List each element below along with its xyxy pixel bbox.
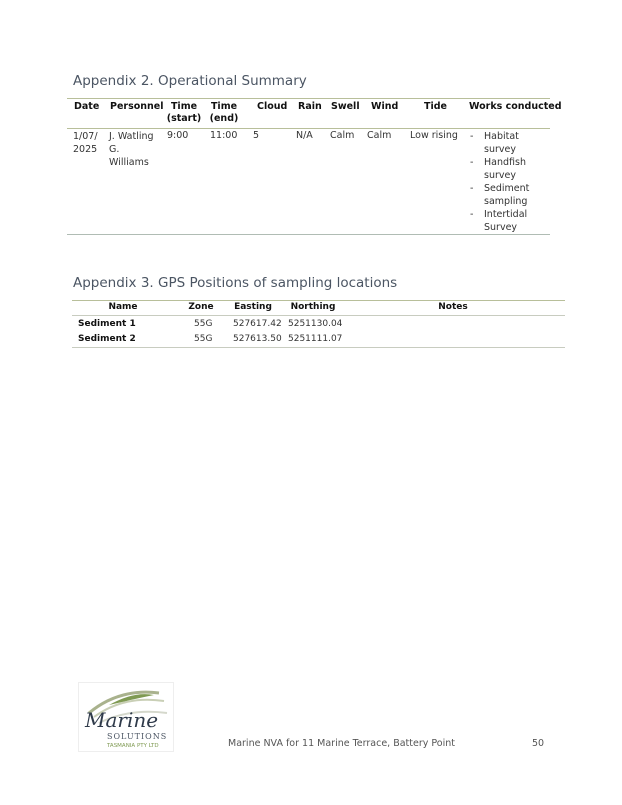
header-wind: Wind [371, 101, 399, 112]
text: J. Watling [109, 131, 154, 142]
cell-rain: N/A [296, 130, 313, 141]
text: Survey [484, 222, 518, 233]
logo-graphic-icon [79, 683, 173, 751]
works-item [470, 208, 529, 234]
svg-text:SOLUTIONS: SOLUTIONS [107, 732, 168, 741]
table-bottom-border [67, 234, 550, 235]
marine-solutions-logo [78, 682, 174, 752]
svg-text:Marine: Marine [85, 708, 159, 732]
text: 2025 [73, 144, 98, 155]
header-notes: Notes [438, 302, 468, 312]
cell-easting: 527613.50 [233, 334, 282, 344]
header-zone: Zone [188, 302, 214, 312]
header-personnel: Personnel [110, 101, 164, 112]
table-top-border [72, 300, 565, 301]
cell-tide: Low rising [410, 130, 458, 141]
bullet: - [470, 209, 474, 220]
cell-northing: 5251130.04 [288, 319, 343, 329]
cell-time-start: 9:00 [167, 130, 189, 141]
cell-zone: 55G [194, 319, 213, 329]
appendix-2-title: Appendix 2. Operational Summary [73, 73, 307, 89]
svg-text:TASMANIA PTY LTD: TASMANIA PTY LTD [107, 743, 159, 749]
header-name: Name [108, 302, 138, 312]
table-top-border [67, 98, 550, 99]
text: survey [484, 170, 516, 181]
header-text: (start) [166, 113, 202, 124]
text: G. [109, 144, 120, 155]
header-works: Works conducted [469, 101, 562, 112]
cell-zone: 55G [194, 334, 213, 344]
text: Sediment [484, 183, 530, 194]
footer-title: Marine NVA for 11 Marine Terrace, Battery Point [228, 738, 455, 749]
works-item [470, 130, 529, 156]
bullet: - [470, 183, 474, 194]
cell-name: Sediment 2 [78, 334, 136, 344]
text: Williams [109, 157, 149, 168]
header-cloud: Cloud [257, 101, 288, 112]
bullet: - [470, 157, 474, 168]
header-swell: Swell [331, 101, 360, 112]
text: Intertidal [484, 209, 528, 220]
header-divider [67, 128, 550, 129]
header-time-end [207, 101, 241, 124]
works-item [470, 156, 529, 182]
cell-wind: Calm [367, 130, 392, 141]
text: survey [484, 144, 516, 155]
cell-swell: Calm [330, 130, 355, 141]
cell-personnel [109, 130, 154, 169]
text: sampling [484, 196, 528, 207]
cell-time-end: 11:00 [210, 130, 238, 141]
header-rain: Rain [298, 101, 322, 112]
header-northing: Northing [290, 302, 336, 312]
cell-name: Sediment 1 [78, 319, 136, 329]
cell-cloud: 5 [253, 130, 260, 141]
cell-date [73, 130, 98, 156]
text: Handfish [484, 157, 526, 168]
header-tide: Tide [424, 101, 447, 112]
cell-works [470, 130, 529, 234]
text: 1/07/ [73, 131, 98, 142]
header-divider [72, 315, 565, 316]
header-text: Time [210, 101, 238, 112]
page-number: 50 [532, 738, 545, 749]
text: Habitat [484, 131, 519, 142]
cell-northing: 5251111.07 [288, 334, 343, 344]
header-time-start [166, 101, 202, 124]
header-easting: Easting [234, 302, 272, 312]
header-text: (end) [209, 113, 239, 124]
cell-easting: 527617.42 [233, 319, 282, 329]
bullet: - [470, 131, 474, 142]
header-date: Date [74, 101, 100, 112]
table-bottom-border [72, 347, 565, 348]
appendix-3-title: Appendix 3. GPS Positions of sampling locations [73, 275, 398, 291]
header-text: Time [170, 101, 198, 112]
works-item [470, 182, 529, 208]
